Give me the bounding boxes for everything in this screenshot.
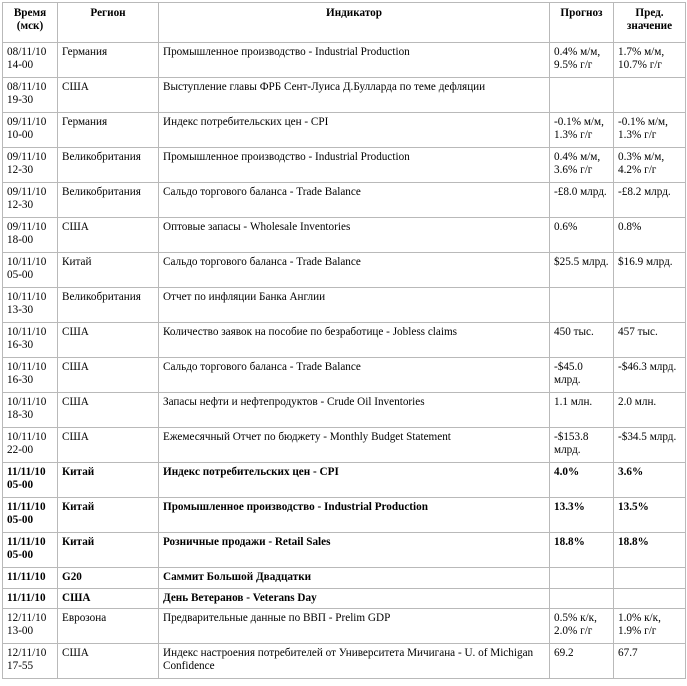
cell-region: США: [58, 428, 159, 463]
cell-indicator: Ежемесячный Отчет по бюджету - Monthly Budget Statement: [159, 428, 550, 463]
cell-time: 08/11/10 14-00: [3, 43, 58, 78]
cell-forecast: -£8.0 млрд.: [550, 183, 614, 218]
table-row: [3, 358, 686, 393]
cell-region: Великобритания: [58, 288, 159, 323]
cell-forecast: [550, 588, 614, 609]
cell-indicator: Промышленное производство - Industrial Production: [159, 43, 550, 78]
cell-time: 10/11/10 05-00: [3, 253, 58, 288]
cell-forecast: 13.3%: [550, 498, 614, 533]
cell-region: США: [58, 644, 159, 679]
cell-forecast: [550, 568, 614, 589]
cell-forecast: 69.2: [550, 644, 614, 679]
cell-region: Китай: [58, 498, 159, 533]
cell-forecast: 0.4% м/м, 3.6% г/г: [550, 148, 614, 183]
cell-time: 12/11/10 13-00: [3, 609, 58, 644]
table-row: [3, 323, 686, 358]
cell-time: 09/11/10 10-00: [3, 113, 58, 148]
cell-time: 11/11/10: [3, 568, 58, 589]
cell-region: Еврозона: [58, 609, 159, 644]
cell-previous: 0.3% м/м, 4.2% г/г: [614, 148, 686, 183]
cell-indicator: Промышленное производство - Industrial Production: [159, 498, 550, 533]
cell-previous: 1.7% м/м, 10.7% г/г: [614, 43, 686, 78]
table-row: [3, 609, 686, 644]
table-row: [3, 43, 686, 78]
cell-time: 11/11/10 05-00: [3, 463, 58, 498]
cell-time: 10/11/10 22-00: [3, 428, 58, 463]
cell-region: США: [58, 588, 159, 609]
cell-forecast: -$153.8 млрд.: [550, 428, 614, 463]
table-row: [3, 78, 686, 113]
header-forecast: Прогноз: [550, 3, 614, 43]
cell-indicator: Саммит Большой Двадцатки: [159, 568, 550, 589]
table-row: [3, 113, 686, 148]
cell-indicator: Индекс потребительских цен - CPI: [159, 463, 550, 498]
cell-time: 09/11/10 18-00: [3, 218, 58, 253]
cell-forecast: -0.1% м/м, 1.3% г/г: [550, 113, 614, 148]
header-indicator: Индикатор: [159, 3, 550, 43]
table-row: [3, 568, 686, 589]
cell-previous: $16.9 млрд.: [614, 253, 686, 288]
cell-forecast: 0.5% к/к, 2.0% г/г: [550, 609, 614, 644]
cell-region: США: [58, 393, 159, 428]
cell-time: 10/11/10 18-30: [3, 393, 58, 428]
cell-previous: [614, 568, 686, 589]
cell-previous: 67.7: [614, 644, 686, 679]
cell-time: 10/11/10 16-30: [3, 358, 58, 393]
table-row: [3, 218, 686, 253]
cell-forecast: [550, 78, 614, 113]
cell-previous: 457 тыс.: [614, 323, 686, 358]
cell-region: Китай: [58, 533, 159, 568]
cell-previous: [614, 288, 686, 323]
cell-forecast: 1.1 млн.: [550, 393, 614, 428]
cell-previous: [614, 78, 686, 113]
cell-time: 10/11/10 16-30: [3, 323, 58, 358]
header-time: Время (мск): [3, 3, 58, 43]
cell-region: США: [58, 218, 159, 253]
cell-region: Великобритания: [58, 183, 159, 218]
cell-indicator: Оптовые запасы - Wholesale Inventories: [159, 218, 550, 253]
cell-previous: -$34.5 млрд.: [614, 428, 686, 463]
cell-previous: -$46.3 млрд.: [614, 358, 686, 393]
header-previous: Пред. значение: [614, 3, 686, 43]
cell-time: 10/11/10 13-30: [3, 288, 58, 323]
economic-calendar-table: [2, 2, 686, 679]
cell-indicator: Количество заявок на пособие по безработице - Jobless claims: [159, 323, 550, 358]
cell-region: США: [58, 323, 159, 358]
table-row: [3, 393, 686, 428]
table-row: [3, 533, 686, 568]
cell-indicator: Запасы нефти и нефтепродуктов - Crude Oil Inventories: [159, 393, 550, 428]
table-row: [3, 644, 686, 679]
table-row: [3, 253, 686, 288]
cell-indicator: Сальдо торгового баланса - Trade Balance: [159, 358, 550, 393]
cell-previous: 18.8%: [614, 533, 686, 568]
cell-previous: 2.0 млн.: [614, 393, 686, 428]
cell-time: 11/11/10 05-00: [3, 533, 58, 568]
table-row: [3, 288, 686, 323]
cell-indicator: Отчет по инфляции Банка Англии: [159, 288, 550, 323]
cell-indicator: Индекс настроения потребителей от Университета Мичигана - U. of Michigan Confidence: [159, 644, 550, 679]
cell-previous: -0.1% м/м, 1.3% г/г: [614, 113, 686, 148]
cell-region: США: [58, 358, 159, 393]
cell-region: Китай: [58, 253, 159, 288]
table-row: [3, 588, 686, 609]
cell-indicator: Предварительные данные по ВВП - Prelim GDP: [159, 609, 550, 644]
cell-region: G20: [58, 568, 159, 589]
cell-forecast: 18.8%: [550, 533, 614, 568]
cell-previous: 13.5%: [614, 498, 686, 533]
cell-indicator: Индекс потребительских цен - CPI: [159, 113, 550, 148]
table-row: [3, 428, 686, 463]
cell-previous: [614, 588, 686, 609]
cell-previous: -£8.2 млрд.: [614, 183, 686, 218]
cell-indicator: Сальдо торгового баланса - Trade Balance: [159, 183, 550, 218]
table-row: [3, 183, 686, 218]
cell-region: Китай: [58, 463, 159, 498]
table-row: [3, 463, 686, 498]
table-row: [3, 498, 686, 533]
cell-indicator: Промышленное производство - Industrial Production: [159, 148, 550, 183]
cell-forecast: [550, 288, 614, 323]
cell-region: Великобритания: [58, 148, 159, 183]
cell-time: 09/11/10 12-30: [3, 148, 58, 183]
cell-region: Германия: [58, 113, 159, 148]
cell-forecast: -$45.0 млрд.: [550, 358, 614, 393]
cell-region: Германия: [58, 43, 159, 78]
cell-previous: 0.8%: [614, 218, 686, 253]
cell-time: 11/11/10 05-00: [3, 498, 58, 533]
cell-indicator: День Ветеранов - Veterans Day: [159, 588, 550, 609]
cell-forecast: 4.0%: [550, 463, 614, 498]
cell-time: 11/11/10: [3, 588, 58, 609]
cell-forecast: 450 тыс.: [550, 323, 614, 358]
cell-previous: 3.6%: [614, 463, 686, 498]
cell-forecast: 0.6%: [550, 218, 614, 253]
table-row: [3, 148, 686, 183]
cell-time: 08/11/10 19-30: [3, 78, 58, 113]
cell-indicator: Розничные продажи - Retail Sales: [159, 533, 550, 568]
cell-indicator: Сальдо торгового баланса - Trade Balance: [159, 253, 550, 288]
cell-previous: 1.0% к/к, 1.9% г/г: [614, 609, 686, 644]
cell-indicator: Выступление главы ФРБ Сент-Луиса Д.Булларда по теме дефляции: [159, 78, 550, 113]
cell-forecast: $25.5 млрд.: [550, 253, 614, 288]
cell-forecast: 0.4% м/м, 9.5% г/г: [550, 43, 614, 78]
cell-time: 12/11/10 17-55: [3, 644, 58, 679]
header-row: [3, 3, 686, 43]
header-region: Регион: [58, 3, 159, 43]
cell-time: 09/11/10 12-30: [3, 183, 58, 218]
cell-region: США: [58, 78, 159, 113]
